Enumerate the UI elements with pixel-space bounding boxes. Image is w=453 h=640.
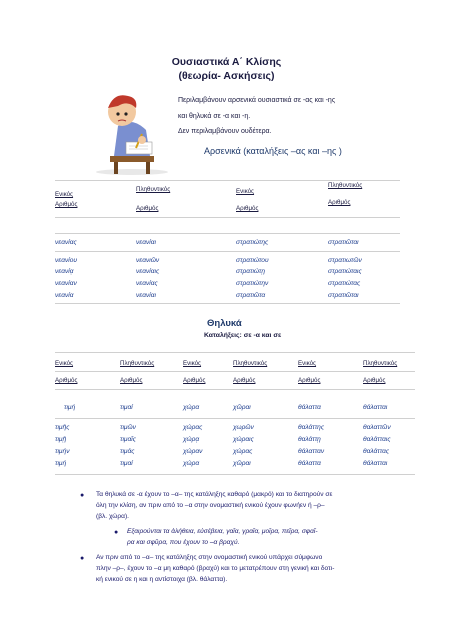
masc-header-2a: Πληθυντικός <box>136 186 171 193</box>
fem-cell: θάλαττα <box>298 460 321 467</box>
masc-cell: στρατιώτης <box>236 239 269 246</box>
fem-cell: θαλάττης <box>298 424 325 431</box>
intro-line-2: και θηλυκά σε -α και -η. <box>178 113 251 120</box>
intro-line-1: Περιλαμβάνουν αρσενικά ουσιαστικά σε -ας και -ης <box>178 97 336 104</box>
fem-cell: τιμῇ <box>55 436 67 443</box>
fem-cell: θαλαττῶν <box>363 424 391 431</box>
fem-cell: θάλατται <box>363 460 388 467</box>
masc-cell: στρατιώτῃ <box>236 268 266 275</box>
intro-line-3: Δεν περιλαμβάνουν ουδέτερα. <box>178 128 272 135</box>
fem-header-2a: Πληθυντικός <box>120 360 155 367</box>
fem-cell: χώρας <box>233 448 253 455</box>
fem-cell: χῶραι <box>233 460 251 467</box>
note-3-line-2: πλην –ρ–, έχουν το –α μη καθαρό (βραχύ) και το μετατρέπουν στη γενική και δοτι- <box>96 565 335 572</box>
masc-header-4a: Πληθυντικός <box>328 182 363 189</box>
note-1-line-2: όλη την κλίση, αν πριν από το –α στην ονομαστική ενικού έχουν φωνήεν ή –ρ– <box>96 502 325 509</box>
masc-header-1a: Ενικός <box>55 191 74 198</box>
masc-cell: στρατιῶται <box>328 239 359 246</box>
masc-cell: νεανίαι <box>136 292 156 299</box>
masc-header-2b: Αριθμός <box>136 205 159 212</box>
fem-header-1b: Αριθμός <box>55 377 78 384</box>
page-title: Ουσιαστικά Α΄ Κλίσης <box>171 56 282 68</box>
masc-rule-header <box>55 217 400 218</box>
fem-cell: χώρᾳ <box>183 436 200 443</box>
fem-cell: τιμαί <box>120 460 133 467</box>
fem-cell: χώρα <box>183 404 200 411</box>
masc-cell: νεανίαι <box>136 239 156 246</box>
bullet-3-icon: ● <box>80 555 85 562</box>
fem-cell: τιμῆς <box>55 424 70 431</box>
fem-header-2b: Αριθμός <box>120 377 143 384</box>
fem-cell: θάλαττα <box>298 404 321 411</box>
masc-rule-top <box>55 180 400 181</box>
page-subtitle: (θεωρία- Ασκήσεις) <box>178 70 275 82</box>
feminine-heading: Θηλυκά <box>207 318 242 329</box>
note-2-line-2: ρα και σφῦρα, που έχουν το –α βραχύ. <box>127 539 240 546</box>
fem-cell: χωρῶν <box>233 424 254 431</box>
fem-cell: θαλάτταις <box>363 436 391 443</box>
masc-header-3b: Αριθμός <box>236 205 259 212</box>
fem-header-1a: Ενικός <box>55 360 74 367</box>
fem-header-6b: Αριθμός <box>363 377 386 384</box>
note-1-line-3: (βλ. χώρα). <box>96 513 129 520</box>
masc-cell: νεανία <box>55 292 74 299</box>
masc-header-3a: Ενικός <box>236 188 255 195</box>
fem-rule-1 <box>55 389 415 390</box>
fem-cell: θαλάττας <box>363 448 390 455</box>
note-3-line-3: κή ενικού σε η και η αντίστοιχα (βλ. θάλαττα). <box>96 576 228 583</box>
fem-header-3b: Αριθμός <box>183 377 206 384</box>
fem-cell: θάλατταν <box>298 448 325 455</box>
fem-header-4b: Αριθμός <box>233 377 256 384</box>
fem-cell: θάλατται <box>363 404 388 411</box>
fem-cell: τιμήν <box>55 448 70 455</box>
masc-header-4b: Αριθμός <box>328 199 351 206</box>
fem-cell: τιμάς <box>120 448 135 455</box>
bullet-2-icon: ● <box>114 529 119 536</box>
masc-cell: στρατιώτην <box>236 280 269 287</box>
fem-cell: τιμή <box>64 404 76 411</box>
masc-cell: στρατιώταις <box>328 268 362 275</box>
masc-cell: στρατιώτας <box>328 280 361 287</box>
fem-rule-header <box>55 371 415 372</box>
masc-header-1b: Αριθμός <box>55 201 78 208</box>
masc-rule-2 <box>55 251 400 252</box>
fem-header-6a: Πληθυντικός <box>363 360 398 367</box>
note-1-line-1: Τα θηλυκά σε -α έχουν το –α– της κατάληξης καθαρό (μακρό) και το διατηρούν σε <box>96 491 333 498</box>
fem-cell: χώρας <box>183 424 203 431</box>
masc-cell: νεανίᾳ <box>55 268 74 275</box>
masculine-heading: Αρσενικά (καταλήξεις –ας και –ης ) <box>204 146 342 156</box>
masc-rule-bottom <box>55 303 400 304</box>
note-3-line-1: Αν πριν από το –α– της κατάληξης στην ονομαστική ενικού υπάρχει σύμφωνο <box>96 554 323 561</box>
fem-cell: τιμαί <box>120 404 133 411</box>
fem-rule-top <box>55 352 415 353</box>
masc-rule-1 <box>55 233 400 234</box>
note-2-line-1: Εξαιρούνται τα ἀλήθεια, εὐσέβεια, γαῖα, γραῖα, μοῖρα, πεῖρα, σφαῖ- <box>127 528 318 535</box>
fem-header-4a: Πληθυντικός <box>233 360 268 367</box>
fem-cell: χώρα <box>183 460 200 467</box>
masc-cell: νεανίας <box>55 239 77 246</box>
fem-cell: χώραις <box>233 436 254 443</box>
feminine-endings: Καταλήξεις: σε -α και σε <box>204 332 282 339</box>
fem-rule-bottom <box>55 474 415 475</box>
fem-header-3a: Ενικός <box>183 360 202 367</box>
student-writing-illustration <box>92 86 172 176</box>
masc-cell: νεανίας <box>136 280 158 287</box>
fem-cell: τιμῶν <box>120 424 136 431</box>
masc-cell: νεανιῶν <box>136 257 160 264</box>
masc-cell: στρατιωτῶν <box>328 257 362 264</box>
fem-cell: χώραν <box>183 448 203 455</box>
bullet-1-icon: ● <box>80 492 85 499</box>
masc-cell: στρατιῶται <box>328 292 359 299</box>
fem-cell: τιμαῖς <box>120 436 136 443</box>
masc-cell: νεανίου <box>55 257 78 264</box>
fem-rule-2 <box>55 418 415 419</box>
fem-header-5b: Αριθμός <box>298 377 321 384</box>
masc-cell: νεανίαν <box>55 280 77 287</box>
masc-cell: στρατιῶτα <box>236 292 266 299</box>
masc-cell: στρατιώτου <box>236 257 269 264</box>
fem-header-5a: Ενικός <box>298 360 317 367</box>
fem-cell: χῶραι <box>233 404 251 411</box>
fem-cell: θαλάττῃ <box>298 436 321 443</box>
masc-cell: νεανίαις <box>136 268 160 275</box>
fem-cell: τιμή <box>55 460 67 467</box>
